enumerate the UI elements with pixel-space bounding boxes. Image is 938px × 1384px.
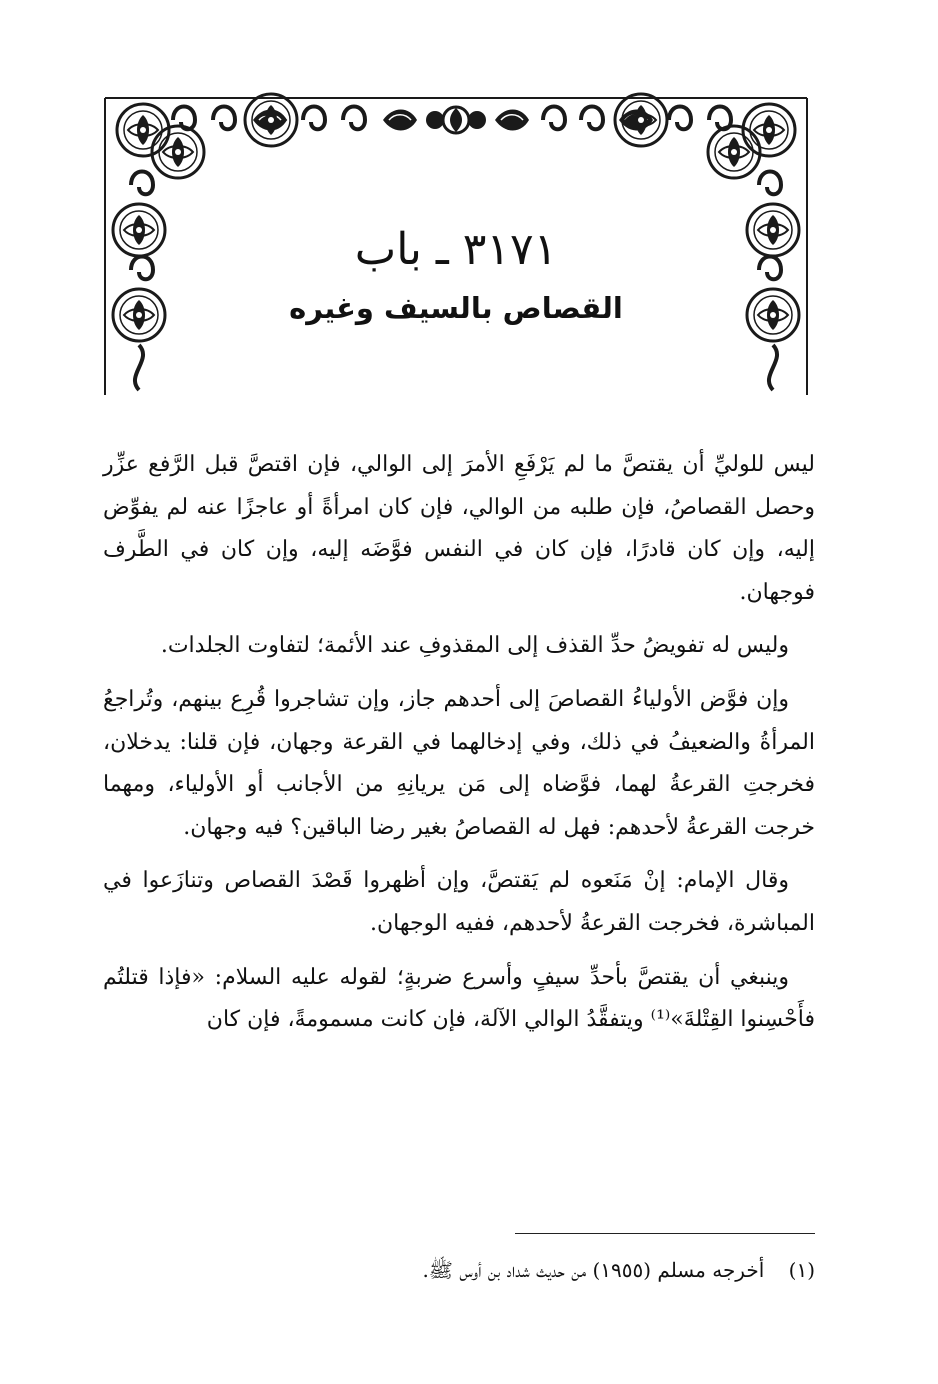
footnote-text: أخرجه مسلم (١٩٥٥) من حديث شداد بن أوس ﷺ.	[422, 1258, 765, 1282]
chapter-title: ٣١٧١ ـ باب	[354, 224, 558, 275]
footnote-divider	[515, 1233, 815, 1234]
footnote-number: (١)	[788, 1258, 815, 1282]
chapter-subtitle: القصاص بالسيف وغيره	[289, 291, 623, 325]
chapter-heading	[103, 218, 809, 330]
paragraph: وإن فوَّض الأولياءُ القصاصَ إلى أحدهم جاز، وإن تشاجروا قُرِع بينهم، وتُراجعُ المرأةُ والضعيفُ في ذلك، وفي إدخالهما في القرعة وجهان، فإن قلنا: يدخلان، فخرجتِ القرعةُ لهما، فوَّضاه إلى مَن يريانِهِ من الأجانب أو الأولياء، ومهما خرجت القرعةُ لأحدهم: فهل له القصاصُ بغير رضا الباقين؟ فيه وجهان.	[103, 686, 815, 840]
footnote	[103, 1252, 815, 1288]
paragraph: وينبغي أن يقتصَّ بأحدِّ سيفٍ وأسرع ضربةٍ؛ لقوله عليه السلام: «فإذا قتلتُم فأَحْسِنوا القِتْلةَ»⁽¹⁾ ويتفقَّدُ الوالي الآلة، فإن كانت مسمومةً، فإن كان	[103, 964, 815, 1033]
body-text	[103, 444, 815, 1053]
paragraph: وليس له تفويضُ حدِّ القذف إلى المقذوفِ عند الأئمة؛ لتفاوت الجلدات.	[160, 633, 789, 659]
paragraph: ليس للوليِّ أن يقتصَّ ما لم يَرْفَعِ الأمرَ إلى الوالي، فإن اقتصَّ قبل الرَّفع عزِّر وحصل القصاصُ، فإن طلبه من الوالي، فإن كان امرأةً أو عاجزًا عنه لم يفوِّض إليه، وإن كان قادرًا، فإن كان في النفس فوَّضَه إليه، وإن كان في الطَّرف فوجهان.	[103, 452, 815, 605]
paragraph: وقال الإمام: إنْ مَنَعوه لم يَقتصَّ، وإن أظهروا قَصْدَ القصاص وتنازَعوا في المباشرة، فخرجت القرعةُ لأحدهم، ففيه الوجهان.	[103, 868, 815, 936]
